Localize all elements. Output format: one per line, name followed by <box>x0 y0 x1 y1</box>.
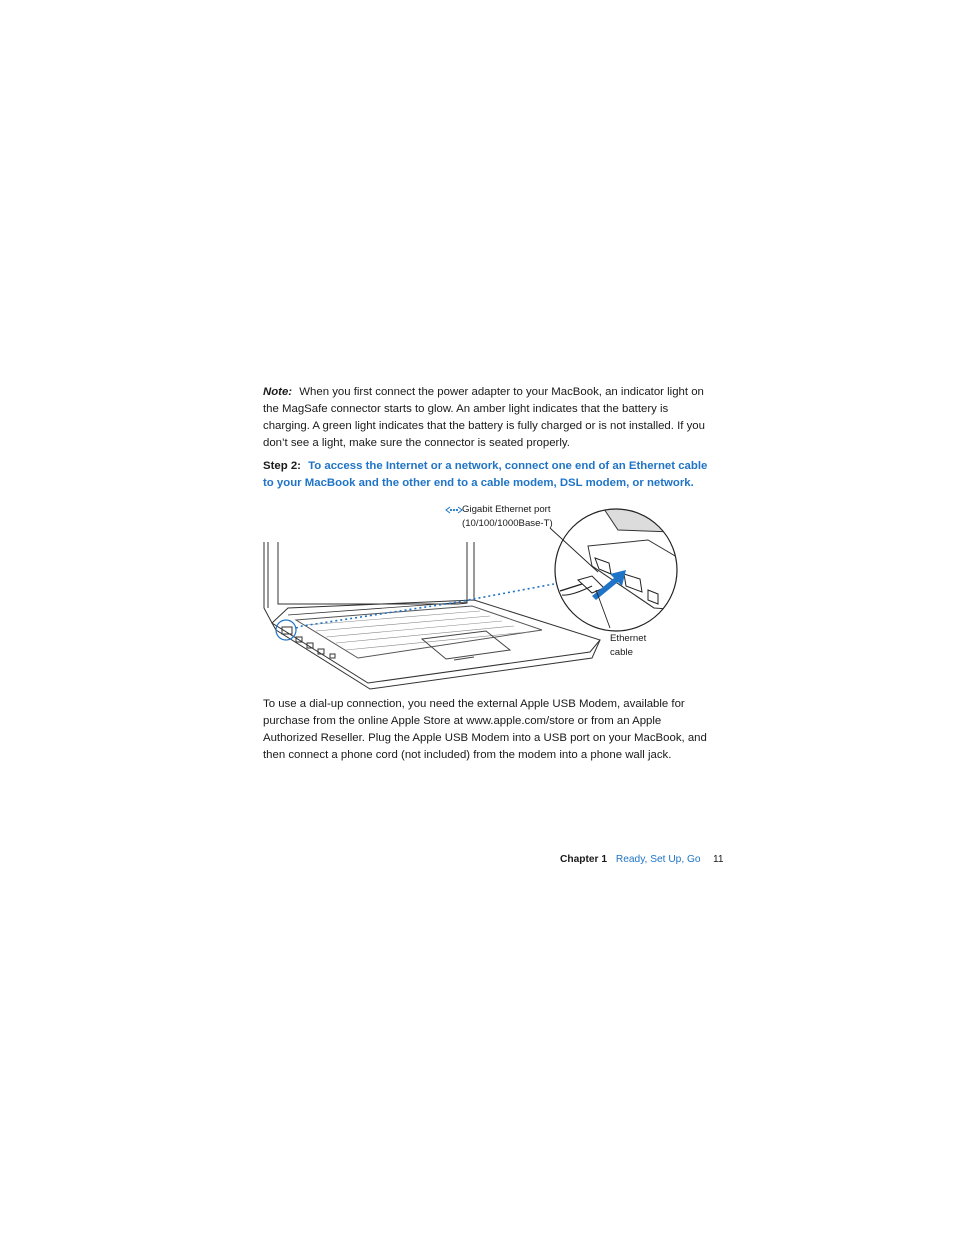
cable-label-line2: cable <box>610 647 633 658</box>
port-label-line1: Gigabit Ethernet port <box>462 504 551 515</box>
step-paragraph <box>263 458 713 492</box>
ethernet-cable-label <box>610 632 646 660</box>
magnified-port-view <box>552 505 682 635</box>
note-paragraph <box>263 384 713 452</box>
dialup-paragraph: To use a dial-up connection, you need the external Apple USB Modem, available for purchase from the online Apple Store at www.apple.com/store or from an Apple Authorized Reseller. Plug the Apple USB Modem into a USB port on your MacBook, and then connect a phone cord (not included) from the modem into a phone wall jack. <box>263 698 707 761</box>
chapter-title: Ready, Set Up, Go <box>615 854 701 865</box>
port-highlight-circle <box>276 620 296 640</box>
note-label: Note: <box>263 386 293 398</box>
page-number: 11 <box>713 854 724 865</box>
ethernet-port-label <box>462 503 553 531</box>
step-label: Step 2: <box>263 460 301 472</box>
macbook-ethernet-illustration <box>262 500 682 690</box>
laptop-base <box>272 600 600 689</box>
note-text: When you first connect the power adapter to your MacBook, an indicator light on the MagSafe connector starts to glow. An amber light indicates that the battery is charging. A green light indicates that the battery is fully charged or is not installed. If you don’t see a light, make sure the connector is seated properly. <box>263 386 705 449</box>
cable-label-line1: Ethernet <box>610 633 647 644</box>
step-instruction: To access the Internet or a network, connect one end of an Ethernet cable to your MacBook and the other end to a cable modem, DSL modem, or network. <box>263 460 708 489</box>
port-label-line2: (10/100/1000Base-T) <box>462 518 553 529</box>
laptop-lid <box>264 542 474 623</box>
page-footer <box>560 853 724 867</box>
ethernet-port-icon <box>446 507 462 513</box>
chapter-number: Chapter 1 <box>560 854 607 865</box>
